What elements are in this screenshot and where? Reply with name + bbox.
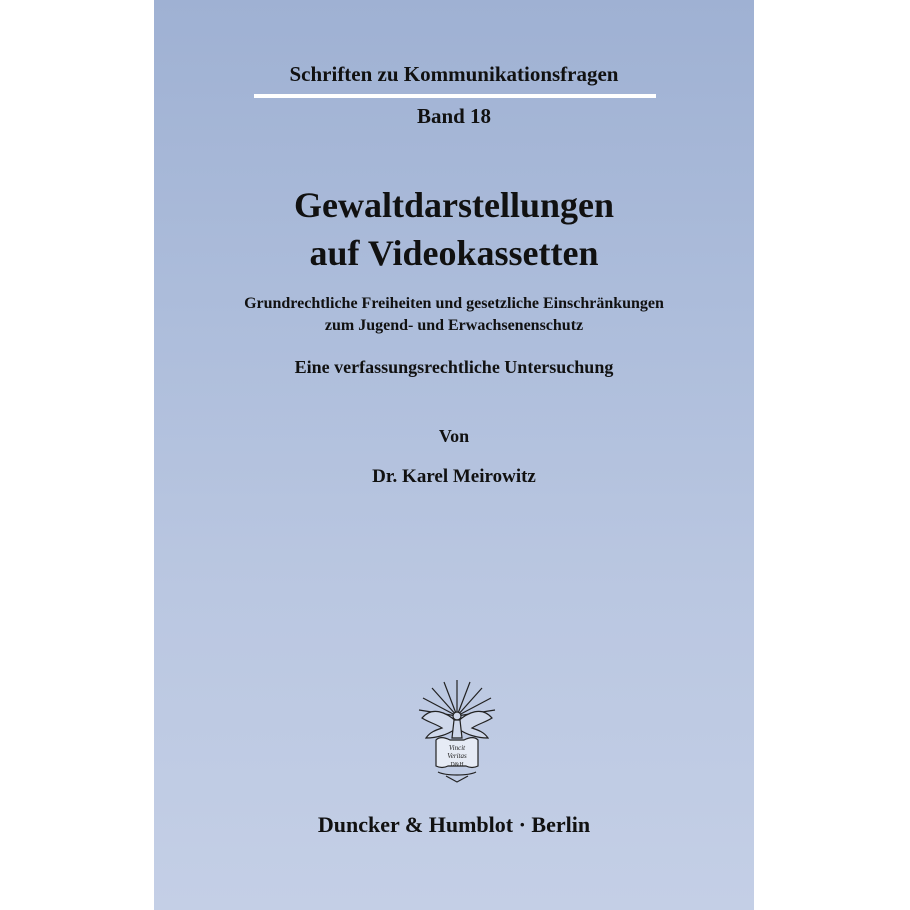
logo-text-1: Vincit <box>448 744 466 752</box>
subtitle-line-3: Eine verfassungsrechtliche Untersuchung <box>294 357 614 377</box>
logo-text-3: D&H <box>450 762 464 768</box>
book-cover <box>154 0 754 910</box>
subtitle-line-2: zum Jugend- und Erwachsenenschutz <box>324 317 584 334</box>
eagle-emblem-icon <box>416 676 498 786</box>
book-title-line-1: Gewaltdarstellungen <box>294 185 614 225</box>
author-name: Dr. Karel Meirowitz <box>372 466 536 487</box>
logo-text-2: Veritas <box>447 752 467 760</box>
volume-number: Band 18 <box>416 104 492 128</box>
by-label: Von <box>438 426 470 446</box>
series-title: Schriften zu Kommunikationsfragen <box>289 62 619 86</box>
divider-rule <box>254 94 656 98</box>
book-title-line-2: auf Videokassetten <box>309 233 599 273</box>
subtitle-line-1: Grundrechtliche Freiheiten und gesetzliche Einschränkungen <box>244 295 664 312</box>
publisher-name: Duncker & Humblot · Berlin <box>317 812 591 837</box>
